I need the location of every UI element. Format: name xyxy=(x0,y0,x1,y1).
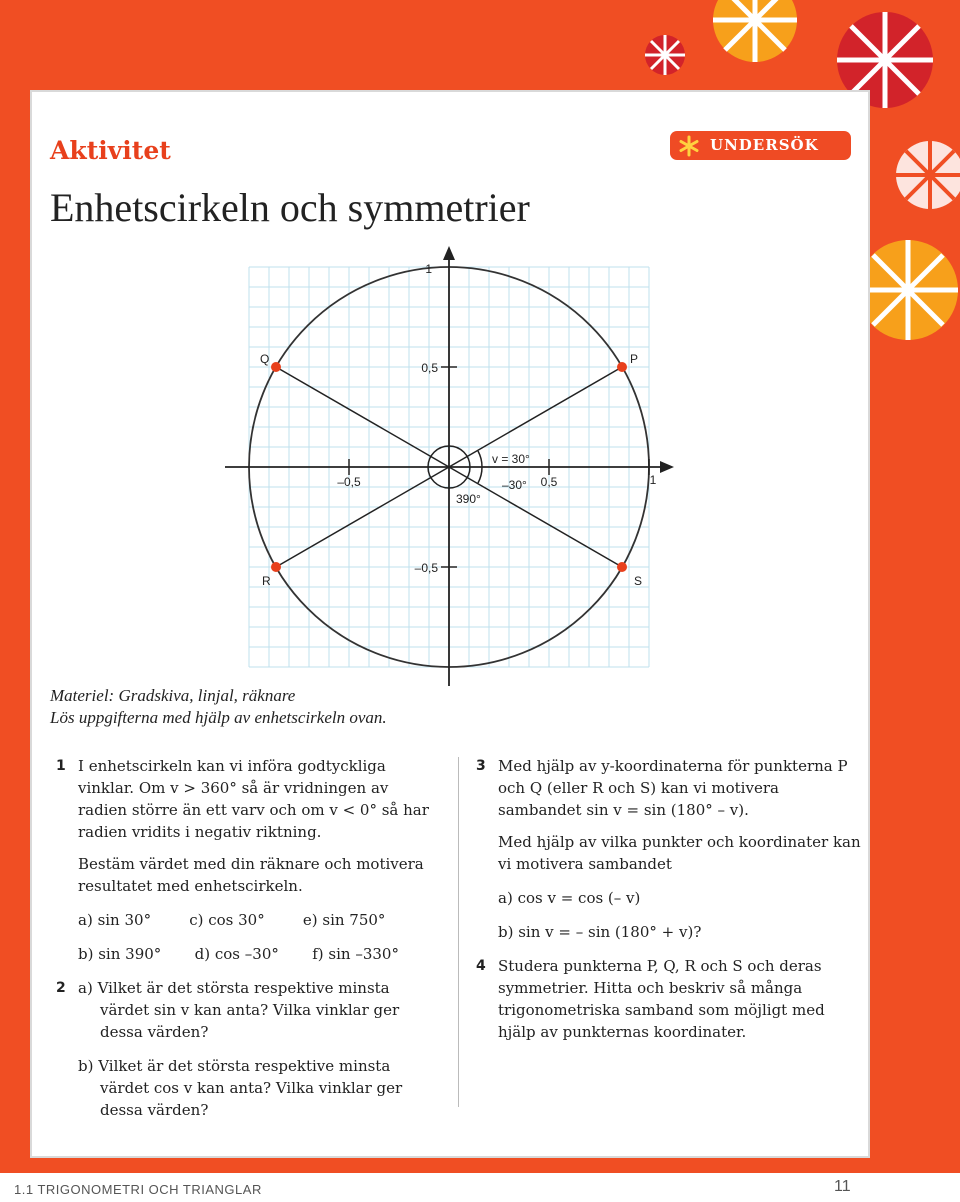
point-P xyxy=(617,362,627,372)
materials-note xyxy=(50,685,387,729)
explore-badge xyxy=(670,131,851,160)
task-1-row-2: b) sin 390° d) cos –30° f) sin –330° xyxy=(78,945,399,963)
label-y-half: 0,5 xyxy=(421,361,438,375)
task-3-text: Med hjälp av y-koordinaterna för punkterna P och Q (eller R och S) kan vi motivera sambandet sin v = sin (180° – v). xyxy=(498,757,848,819)
task-1-text: I enhetscirkeln kan vi införa godtyckliga vinklar. Om v > 360° så är vridningen av radien större än ett varv och om v < 0° så har radien vridits i negativ riktning. xyxy=(78,757,429,841)
task-number: 1 xyxy=(56,758,66,774)
asterisk-icon xyxy=(678,135,700,157)
label-x-half: 0,5 xyxy=(540,475,558,489)
label-Q: Q xyxy=(260,352,270,366)
umbrella-icon xyxy=(858,240,958,340)
task-4 xyxy=(476,955,866,1043)
task-number: 2 xyxy=(56,980,66,996)
task-1-row-1: a) sin 30° c) cos 30° e) sin 750° xyxy=(78,911,386,929)
radius-Q xyxy=(276,367,449,467)
task-3-question: Med hjälp av vilka punkter och koordinater kan vi motivera sambandet xyxy=(498,833,861,873)
umbrella-icon xyxy=(896,141,960,209)
label-angle-v: v = 30° xyxy=(492,452,530,466)
task-3a: a) cos v = cos (– v) xyxy=(498,889,641,907)
radius-P xyxy=(449,367,622,467)
task-1-instruction: Bestäm värdet med din räknare och motivera resultatet med enhetscirkeln. xyxy=(78,855,424,895)
page-number: 11 xyxy=(834,1178,851,1195)
umbrella-icon xyxy=(645,35,685,75)
task-number: 4 xyxy=(476,958,486,974)
footer-bar xyxy=(0,1170,960,1173)
task-3 xyxy=(476,755,866,821)
label-S: S xyxy=(634,574,643,588)
label-y-neg-half: –0,5 xyxy=(414,561,438,575)
label-R: R xyxy=(262,574,271,588)
right-column xyxy=(476,755,866,1043)
x-axis-arrow-icon xyxy=(660,461,674,473)
angle-neg30-arc xyxy=(478,467,482,483)
page-title: Enhetscirkeln och symmetrier xyxy=(50,185,530,230)
label-angle-neg30: –30° xyxy=(502,478,527,492)
task-number: 3 xyxy=(476,758,486,774)
task-2 xyxy=(56,977,441,1043)
radius-R xyxy=(276,467,449,567)
label-x-neg-half: –0,5 xyxy=(337,475,361,489)
task-4-text: Studera punkterna P, Q, R och S och deras symmetrier. Hitta och beskriv så många trigonometriska samband som möjligt med hjälp av punkternas koordinater. xyxy=(498,957,825,1041)
instructions-line: Lös uppgifterna med hjälp av enhetscirkeln ovan. xyxy=(50,708,387,727)
point-Q xyxy=(271,362,281,372)
badge-label: UNDERSÖK xyxy=(710,136,819,154)
label-angle-390: 390° xyxy=(456,492,481,506)
activity-label: Aktivitet xyxy=(50,136,171,165)
y-axis-arrow-icon xyxy=(443,246,455,260)
point-S xyxy=(617,562,627,572)
materials-line: Materiel: Gradskiva, linjal, räknare xyxy=(50,686,296,705)
label-y-one: 1 xyxy=(425,262,432,276)
point-R xyxy=(271,562,281,572)
unit-circle-diagram xyxy=(220,240,690,690)
task-3b: b) sin v = – sin (180° + v)? xyxy=(498,923,702,941)
left-column xyxy=(56,755,441,1121)
task-2b: b) Vilket är det största respektive minsta värdet cos v kan anta? Vilka vinklar ger dessa värden? xyxy=(78,1057,403,1119)
column-divider xyxy=(458,757,459,1107)
label-P: P xyxy=(630,352,639,366)
task-2a: a) Vilket är det största respektive minsta värdet sin v kan anta? Vilka vinklar ger dessa värden? xyxy=(78,979,400,1041)
radius-S xyxy=(449,467,622,567)
section-title: 1.1 TRIGONOMETRI OCH TRIANGLAR xyxy=(14,1182,262,1197)
label-x-one: 1 xyxy=(649,473,657,487)
umbrella-icon xyxy=(713,0,797,62)
angle-v-arc xyxy=(478,451,482,467)
task-1 xyxy=(56,755,441,843)
